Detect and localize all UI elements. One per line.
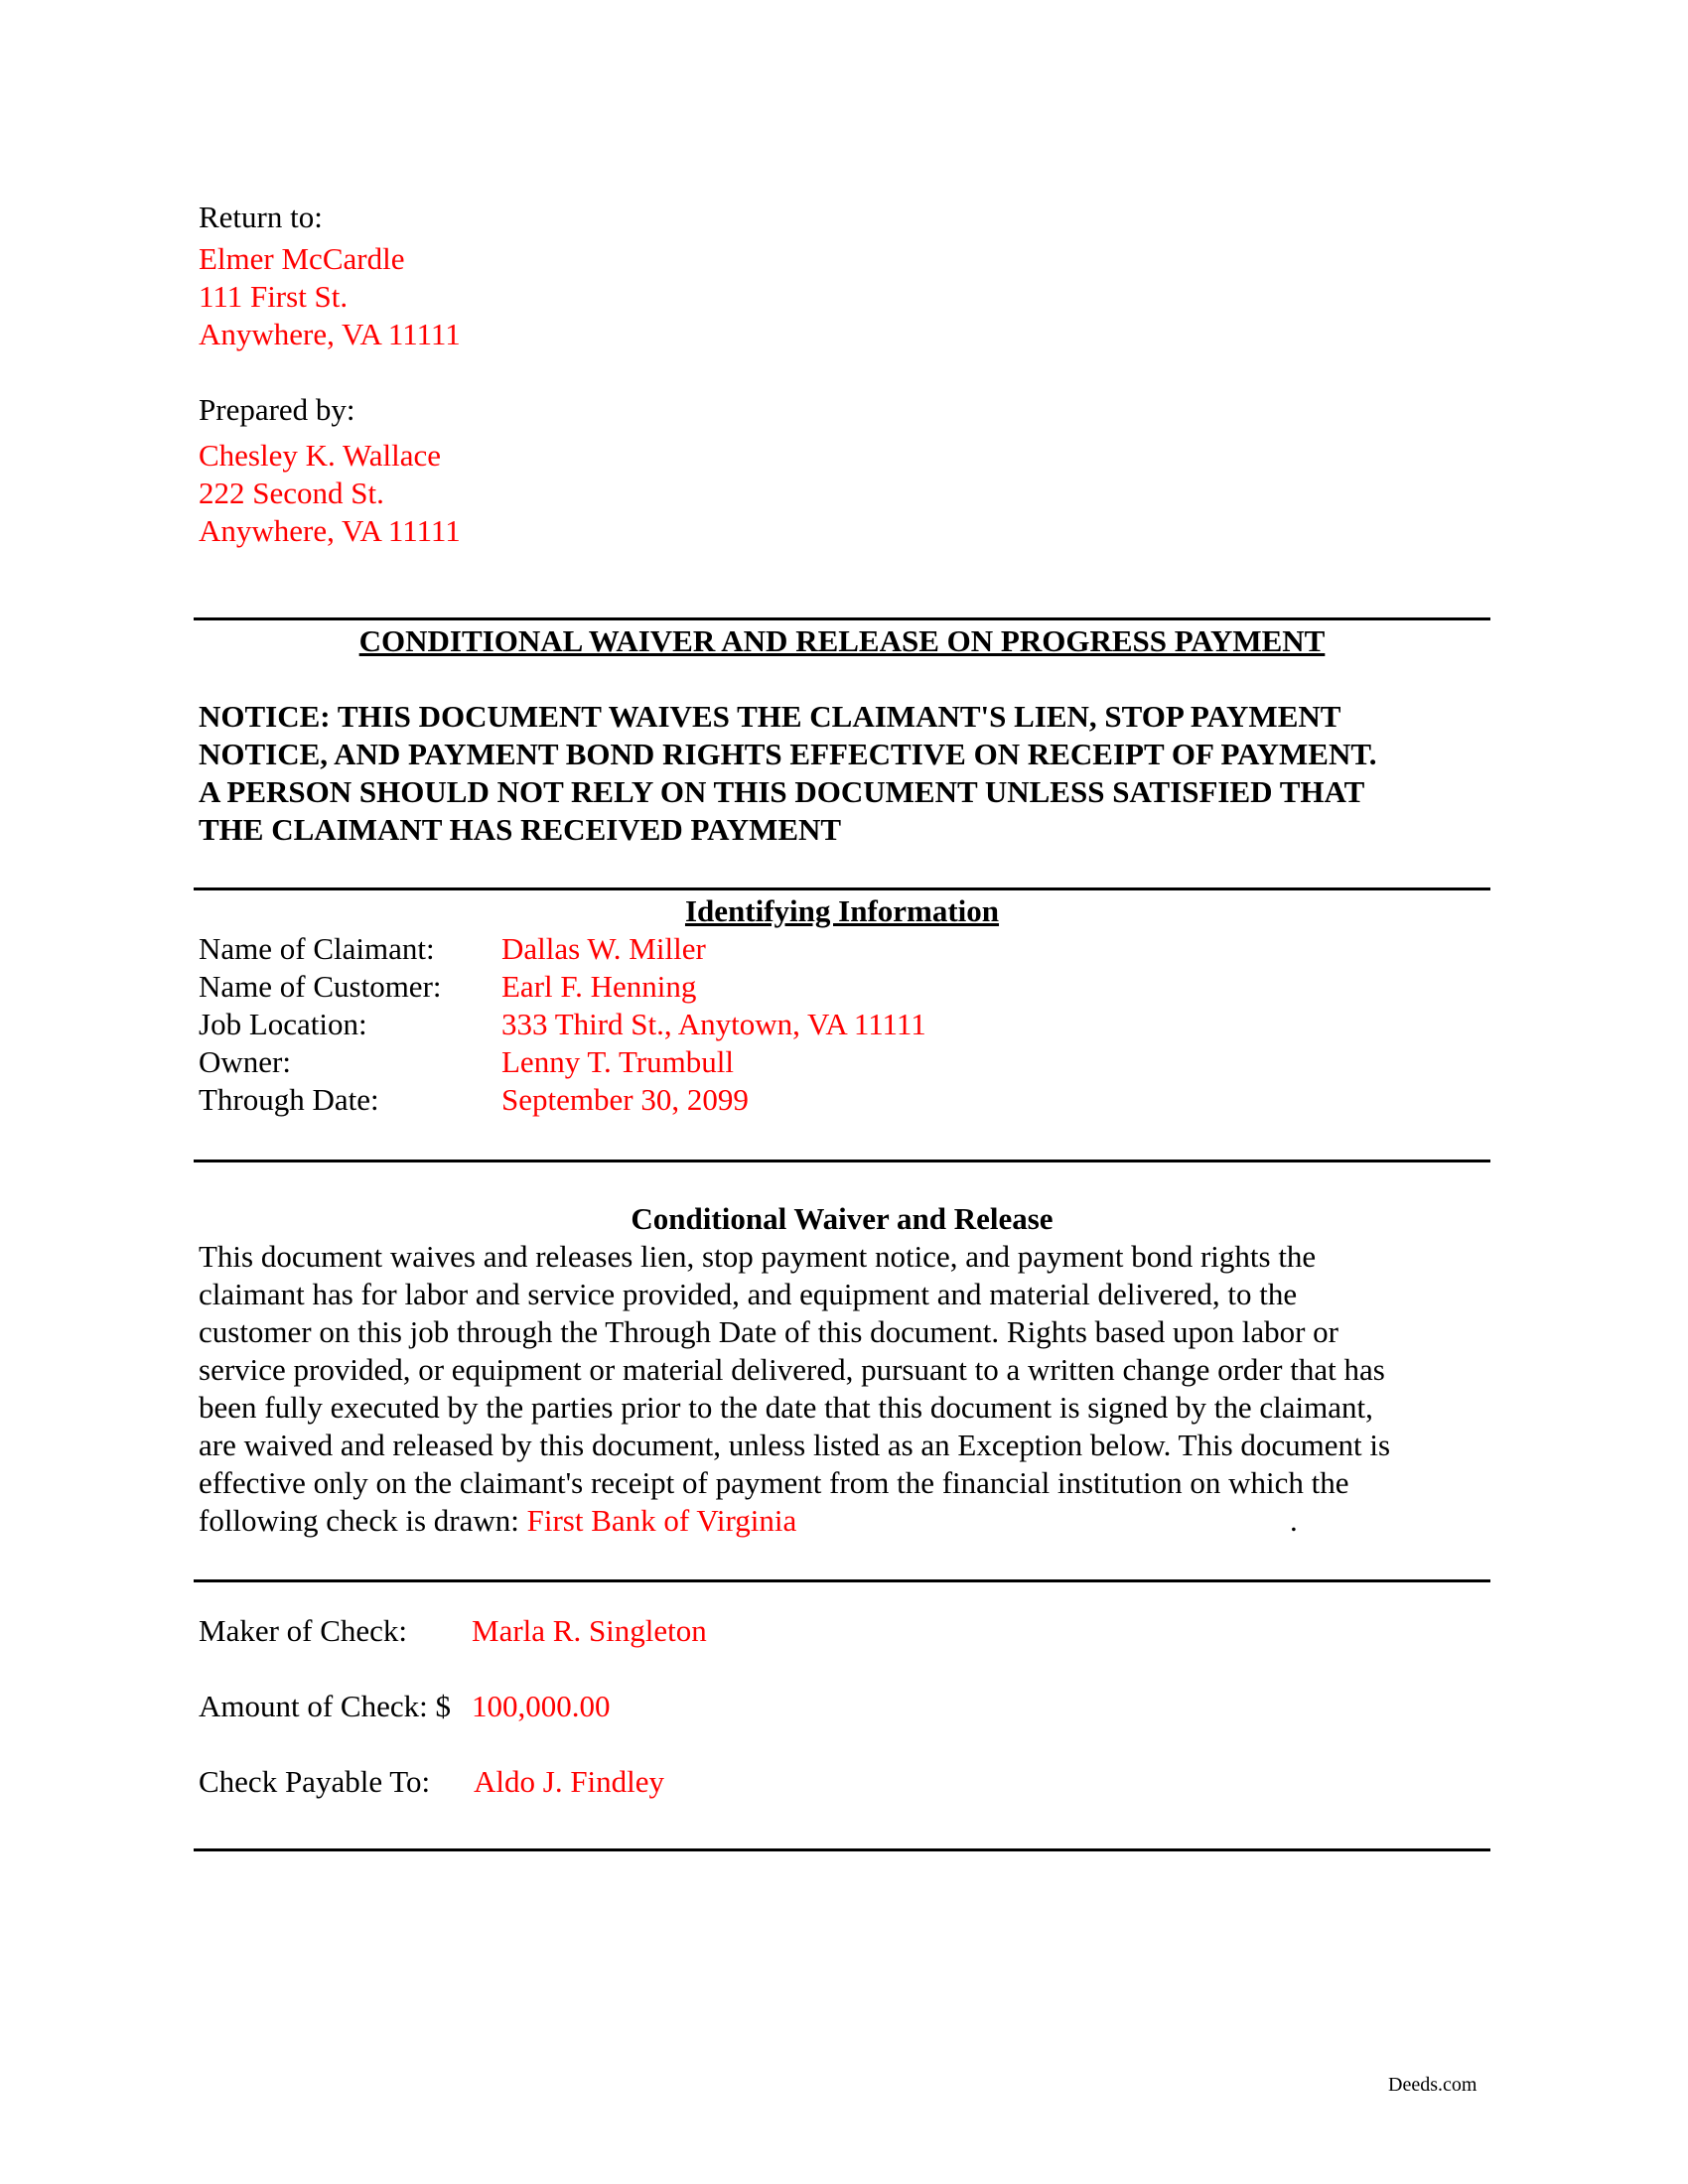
waiver-line: claimant has for labor and service provided, and equipment and material delivered, to the: [199, 1277, 1298, 1311]
amount-label: Amount of Check: $: [199, 1689, 451, 1723]
claimant-label: Name of Claimant:: [199, 931, 435, 966]
job-location-label: Job Location:: [199, 1007, 367, 1041]
claimant-value: Dallas W. Miller: [501, 931, 706, 966]
notice-block: [199, 698, 1377, 849]
footer-brand: Deeds.com: [1388, 2074, 1477, 2096]
customer-label: Name of Customer:: [199, 969, 442, 1004]
amount-value: 100,000.00: [472, 1689, 611, 1723]
prepared-by-name: Chesley K. Wallace: [199, 438, 441, 473]
prepared-by-address2: Anywhere, VA 11111: [199, 513, 461, 548]
customer-value: Earl F. Henning: [501, 969, 697, 1004]
payable-value: Aldo J. Findley: [474, 1764, 665, 1799]
return-to-block: [199, 199, 461, 353]
owner-label: Owner:: [199, 1044, 291, 1079]
through-date-row: [199, 1081, 1390, 1119]
return-to-address2: Anywhere, VA 11111: [199, 317, 461, 351]
job-location-row: [199, 1006, 1390, 1043]
bank-name: First Bank of Virginia: [526, 1503, 797, 1538]
waiver-line: are waived and released by this document, unless listed as an Exception below. This document is: [199, 1428, 1391, 1462]
prepared-by-label: Prepared by:: [199, 392, 355, 427]
divider-1: [194, 617, 1490, 620]
waiver-heading: Conditional Waiver and Release: [631, 1201, 1054, 1236]
notice-line: NOTICE, AND PAYMENT BOND RIGHTS EFFECTIVE ON RECEIPT OF PAYMENT.: [199, 737, 1377, 771]
identifying-heading: Identifying Information: [684, 893, 1000, 928]
payable-label: Check Payable To:: [199, 1764, 431, 1799]
return-to-address1: 111 First St.: [199, 279, 349, 314]
payable-row: [199, 1763, 1192, 1801]
job-location-value: 333 Third St., Anytown, VA 11111: [501, 1007, 926, 1041]
through-date-label: Through Date:: [199, 1082, 379, 1117]
notice-line: A PERSON SHOULD NOT RELY ON THIS DOCUMENT UNLESS SATISFIED THAT: [199, 774, 1365, 809]
waiver-line: effective only on the claimant's receipt of payment from the financial institution on which the: [199, 1465, 1349, 1500]
waiver-last-line-prefix: following check is drawn:: [199, 1503, 527, 1538]
maker-value: Marla R. Singleton: [472, 1613, 707, 1648]
amount-row: [199, 1688, 1192, 1725]
divider-5: [194, 1848, 1490, 1851]
sentence-period: .: [1290, 1503, 1298, 1538]
waiver-line: service provided, or equipment or material delivered, pursuant to a written change order that has: [199, 1352, 1385, 1387]
waiver-last-line: [199, 1502, 1390, 1540]
prepared-by-block: [199, 391, 461, 550]
customer-row: [199, 968, 1390, 1006]
maker-row: [199, 1612, 1192, 1650]
waiver-body: [199, 1238, 1390, 1540]
notice-line: NOTICE: THIS DOCUMENT WAIVES THE CLAIMANT'S LIEN, STOP PAYMENT: [199, 699, 1341, 734]
maker-label: Maker of Check:: [199, 1613, 408, 1648]
prepared-by-address1: 222 Second St.: [199, 476, 384, 510]
document-title: CONDITIONAL WAIVER AND RELEASE ON PROGRESS PAYMENT: [358, 623, 1326, 658]
waiver-line: customer on this job through the Through Date of this document. Rights based upon labor or: [199, 1314, 1338, 1349]
owner-row: [199, 1043, 1390, 1081]
waiver-line: This document waives and releases lien, stop payment notice, and payment bond rights the: [199, 1239, 1317, 1274]
return-to-label: Return to:: [199, 200, 323, 234]
through-date-value: September 30, 2099: [501, 1082, 749, 1117]
divider-3: [194, 1160, 1490, 1162]
owner-value: Lenny T. Trumbull: [501, 1044, 734, 1079]
notice-line: THE CLAIMANT HAS RECEIVED PAYMENT: [199, 812, 842, 847]
divider-4: [194, 1579, 1490, 1582]
return-to-name: Elmer McCardle: [199, 241, 405, 276]
waiver-line: been fully executed by the parties prior to the date that this document is signed by the claimant,: [199, 1390, 1373, 1425]
claimant-row: [199, 930, 1390, 968]
divider-2: [194, 887, 1490, 890]
